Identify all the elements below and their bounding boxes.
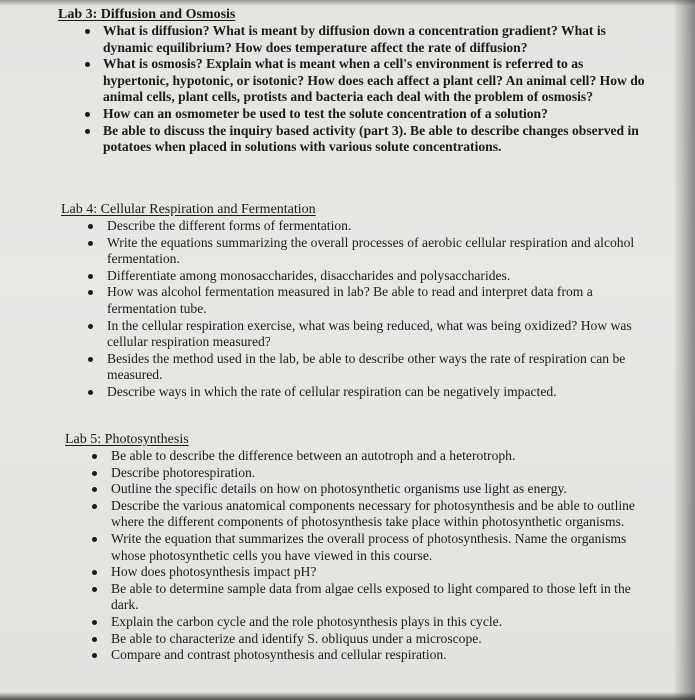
- bullet-icon: [92, 653, 97, 658]
- bullet-icon: [92, 471, 97, 476]
- list-item-text: How was alcohol fermentation measured in lab? Be able to read and interpret data from a fermentation tube.: [107, 284, 593, 316]
- list-item-text: Write the equation that summarizes the overall process of photosynthesis. Name the organisms whose photosynthetic cells you have viewed in this course.: [111, 530, 627, 563]
- lab3-section: [58, 6, 648, 156]
- bullet-icon: [85, 112, 90, 117]
- lab5-list: [65, 448, 655, 664]
- list-item-text: How can an osmometer be used to test the solute concentration of a solution?: [103, 105, 548, 121]
- list-item-text: How does photosynthesis impact pH?: [111, 564, 317, 580]
- list-item-text: What is osmosis? Explain what is meant when a cell's environment is referred to as hypertonic, hypotonic, or isotonic? How does each affect a plant cell? An animal cell? How do animal cells, plant cells, protists and bacteria each deal with the problem of osmosis?: [103, 56, 645, 105]
- list-item: [61, 351, 651, 384]
- bullet-icon: [92, 587, 97, 592]
- list-item: [65, 564, 655, 581]
- bullet-icon: [92, 637, 97, 642]
- list-item-text: Differentiate among monosaccharides, disaccharides and polysaccharides.: [107, 267, 511, 283]
- list-item-text: Be able to characterize and identify S. obliquus under a microscope.: [111, 630, 482, 646]
- list-item: [61, 318, 651, 351]
- lab4-list: [61, 218, 651, 401]
- list-item: [65, 531, 655, 564]
- list-item: [58, 23, 648, 56]
- list-item: [58, 106, 648, 123]
- list-item: [61, 218, 651, 235]
- list-item: [58, 56, 648, 106]
- list-item: [61, 268, 651, 285]
- lab3-list: [58, 23, 648, 156]
- list-item-text: Explain the carbon cycle and the role photosynthesis plays in this cycle.: [111, 613, 503, 629]
- list-item: [65, 481, 655, 498]
- list-item-text: Describe the various anatomical components necessary for photosynthesis and be able to outline where the different components of photosynthesis take place within photosynthetic organisms.: [111, 497, 635, 530]
- list-item: [61, 235, 651, 268]
- list-item-text: In the cellular respiration exercise, what was being reduced, what was being oxidized? How was cellular respiration measured?: [107, 317, 632, 350]
- page-right-shadow: [673, 0, 695, 700]
- list-item: [58, 123, 648, 156]
- list-item: [65, 614, 655, 631]
- lab5-section: [65, 431, 655, 664]
- bullet-icon: [88, 290, 93, 295]
- list-item-text: Describe photorespiration.: [111, 464, 256, 480]
- bullet-icon: [88, 390, 93, 395]
- list-item: [61, 284, 651, 317]
- list-item-text: Describe ways in which the rate of cellular respiration can be negatively impacted.: [107, 383, 557, 399]
- list-item: [65, 581, 655, 614]
- list-item-text: Be able to describe the difference between an autotroph and a heterotroph.: [111, 448, 516, 463]
- bullet-icon: [88, 274, 93, 279]
- page-bottom-shadow: [0, 692, 695, 700]
- bullet-icon: [85, 62, 90, 67]
- lab4-heading: Lab 4: Cellular Respiration and Fermentation: [61, 202, 316, 217]
- list-item-text: Compare and contrast photosynthesis and cellular respiration.: [111, 647, 447, 663]
- bullet-icon: [92, 454, 97, 459]
- lab4-section: [61, 201, 651, 401]
- bullet-icon: [88, 324, 93, 329]
- list-item-text: Besides the method used in the lab, be able to describe other ways the rate of respiration can be measured.: [107, 350, 626, 383]
- bullet-icon: [85, 29, 90, 34]
- list-item: [65, 498, 655, 531]
- list-item-text: Be able to discuss the inquiry based activity (part 3). Be able to describe changes observed in potatoes when placed in solutions with various solute concentrations.: [103, 122, 639, 155]
- bullet-icon: [88, 357, 93, 362]
- list-item-text: Be able to determine sample data from algae cells exposed to light compared to those left in the dark.: [111, 580, 631, 613]
- list-item-text: Describe the different forms of fermentation.: [107, 218, 352, 233]
- lab3-heading: Lab 3: Diffusion and Osmosis: [58, 7, 236, 22]
- list-item: [61, 384, 651, 401]
- bullet-icon: [92, 570, 97, 575]
- bullet-icon: [92, 504, 97, 509]
- bullet-icon: [88, 241, 93, 246]
- lab5-heading: Lab 5: Photosynthesis: [65, 432, 189, 447]
- bullet-icon: [92, 487, 97, 492]
- list-item-text: Outline the specific details on how on photosynthetic organisms use light as energy.: [111, 481, 567, 497]
- bullet-icon: [88, 224, 93, 229]
- list-item: [65, 631, 655, 648]
- bullet-icon: [92, 620, 97, 625]
- list-item-text: What is diffusion? What is meant by diffusion down a concentration gradient? What is dynamic equilibrium? How does temperature affect the rate of diffusion?: [103, 23, 606, 55]
- bullet-icon: [85, 129, 90, 134]
- list-item: [65, 647, 655, 664]
- list-item: [65, 465, 655, 482]
- list-item-text: Write the equations summarizing the overall processes of aerobic cellular respiration and alcohol fermentation.: [107, 234, 635, 267]
- list-item: [65, 448, 655, 465]
- bullet-icon: [92, 537, 97, 542]
